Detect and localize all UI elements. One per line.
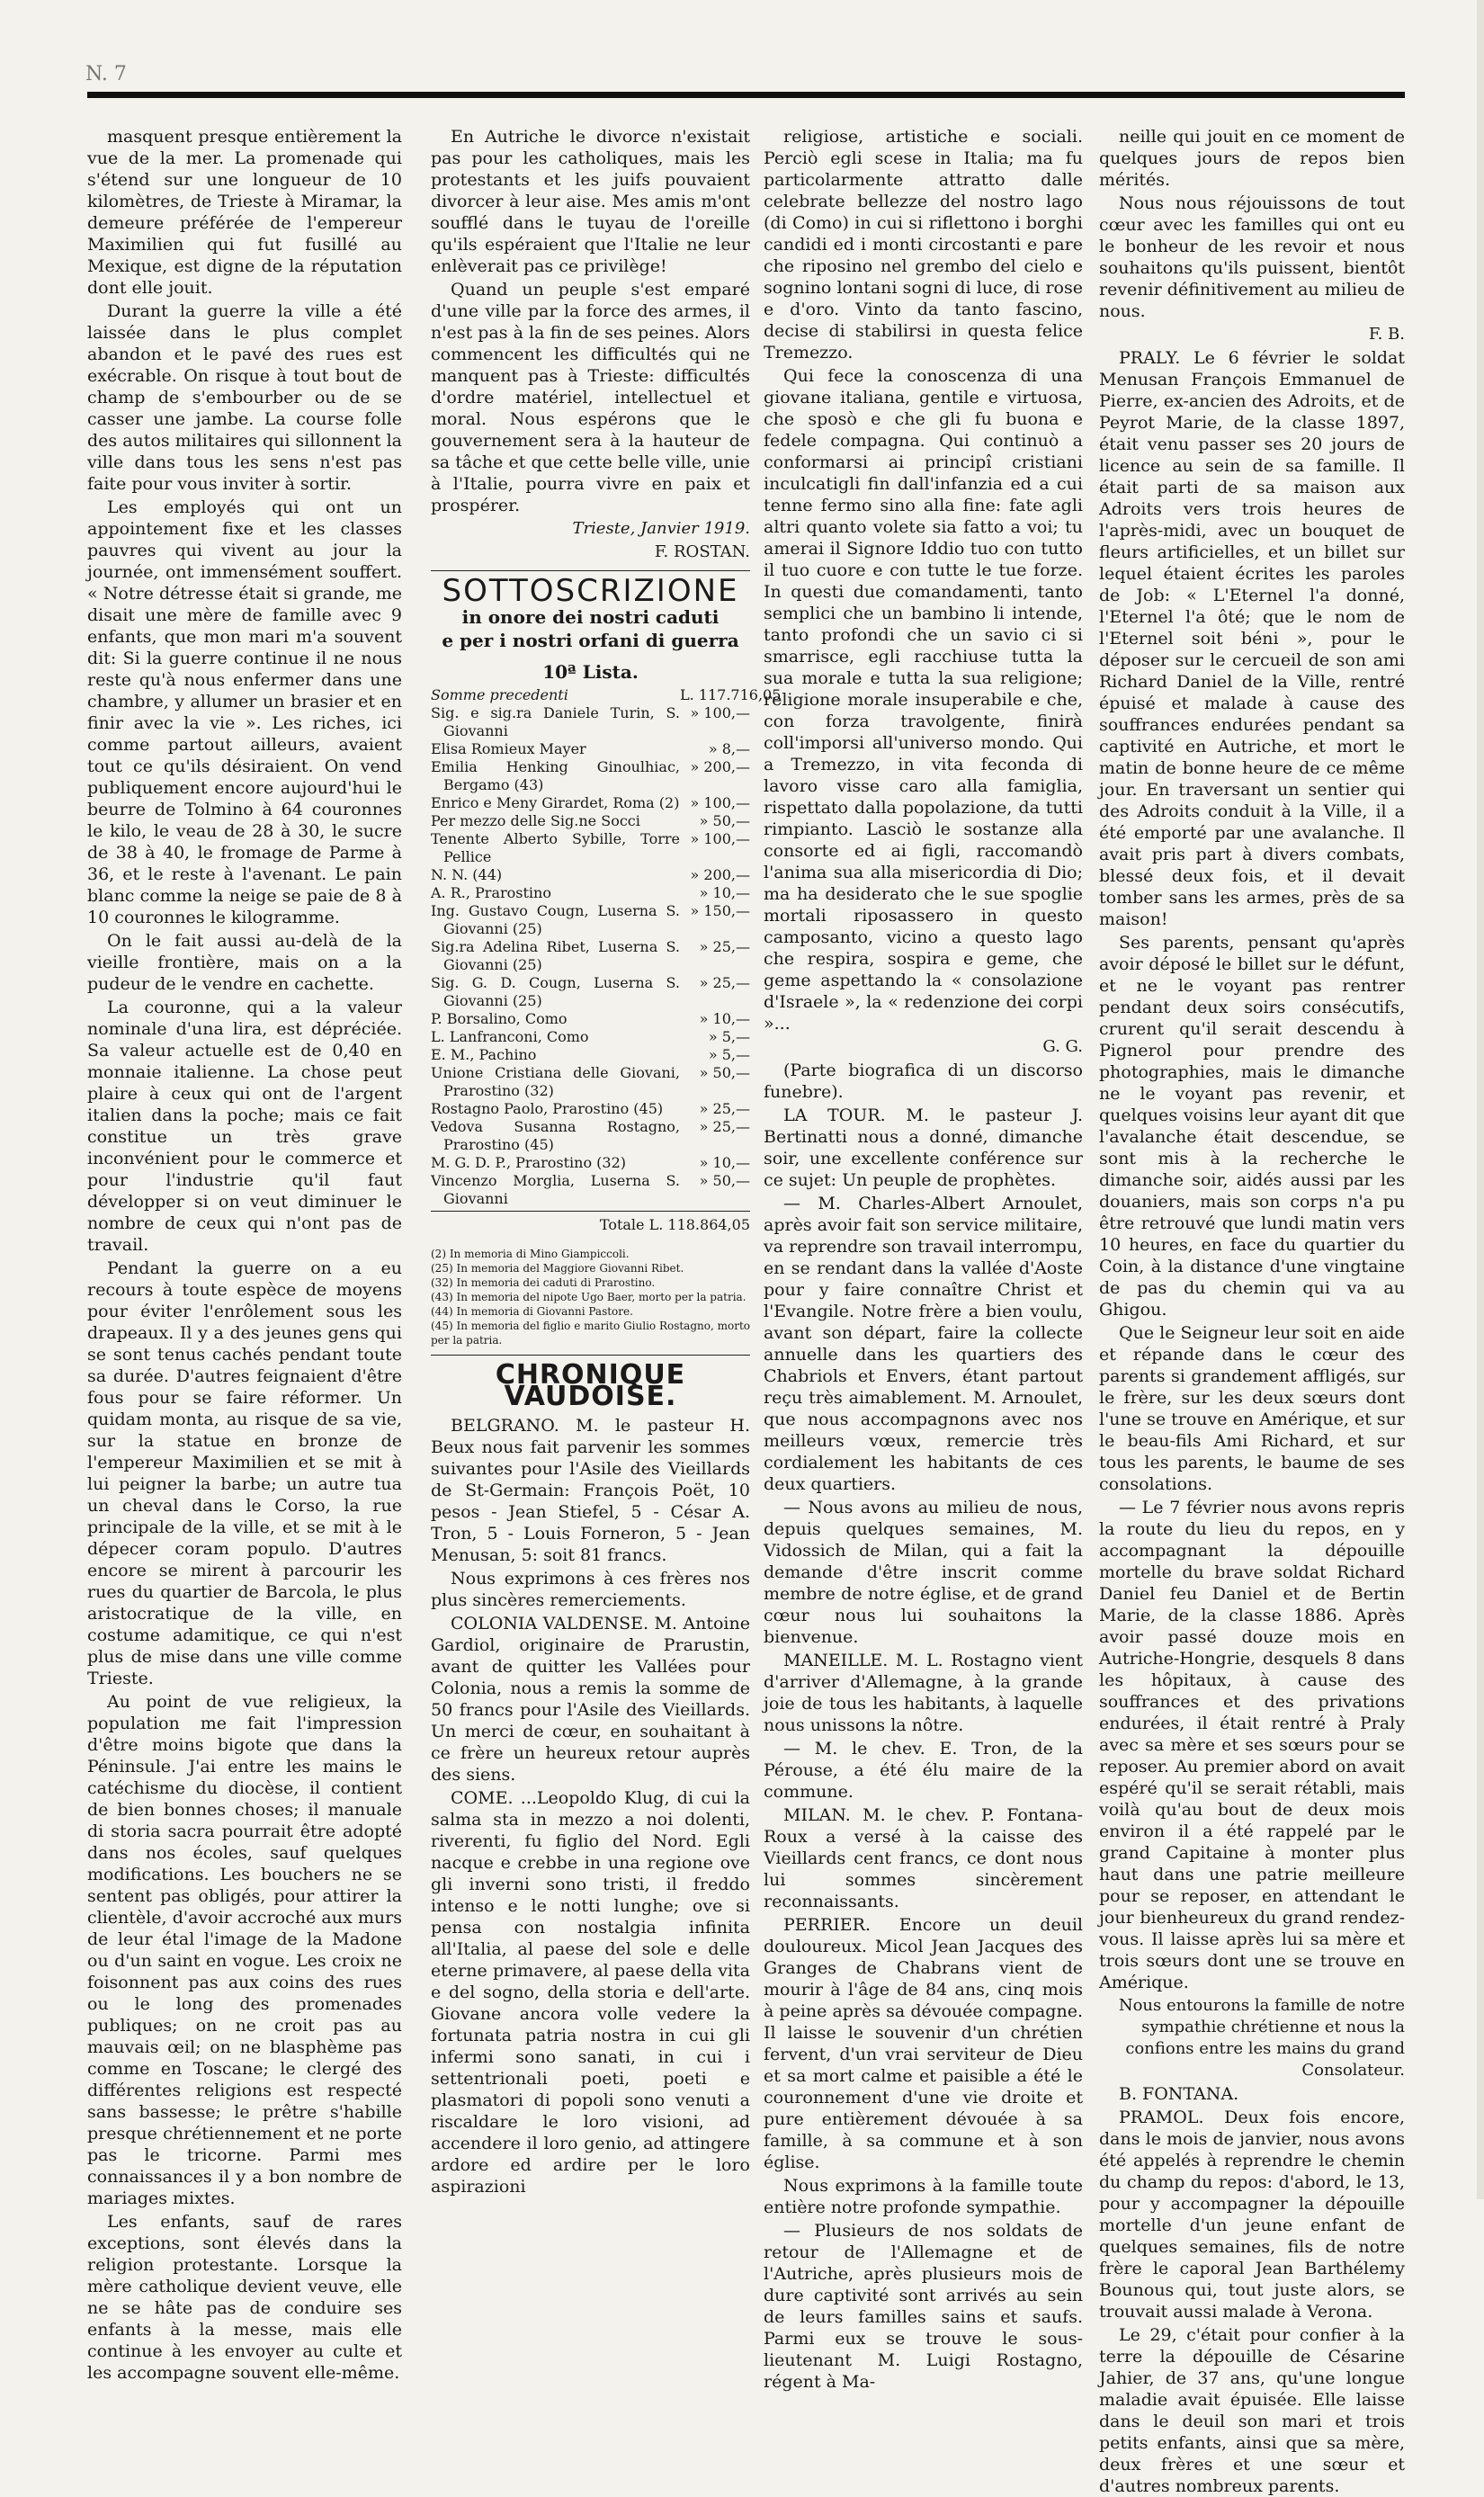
subscription-entry [431, 686, 782, 704]
subscription-subtitle-1: in onore dei nostri caduti [461, 606, 720, 628]
subscription-list-number: 10ª Lista. [542, 661, 639, 683]
donor-name: E. M., Pachino [431, 1046, 537, 1063]
donor-name: Emilia Henking Ginoulhiac, Bergamo (43) [431, 758, 680, 793]
paragraph: — M. le chev. E. Tron, de la Pérouse, a été élu maire de la commune. [764, 1739, 1083, 1802]
paragraph: Nous exprimons à ces frères nos plus sincères remerciements. [431, 1569, 750, 1610]
paragraph: COME. ...Leopoldo Klug, di cui la salma sta in mezzo a noi dolenti, riverenti, fu figlio del Nord. Egli nacque e crebbe in una regione ove gli inverni sono tristi, il freddo intenso e le notti lunghe; ove si pensa con nostalgia infinita all'Italia, al paese del sole e delle eterne primavere, al paese della vita e del sogno, della storia e dell'arte. Giovane ancora volle vedere la fortunata patria nostra in cui gli infermi sono sanati, in cui i settentrionali poeti, poeti e plasmatori di popoli sono venuti a riscaldare le loro visioni, ad accendere il loro genio, ad attingere ardore ed ardire per le loro aspirazioni [431, 1788, 750, 2197]
donor-name: Unione Cristiana delle Giovani, Prarostino (32) [431, 1064, 680, 1099]
donor-name: A. R., Prarostino [431, 884, 551, 901]
subscription-entry [431, 1028, 750, 1046]
paragraph: Que le Seigneur leur soit en aide et répande dans le cœur des parents si grandement affligés, sur le frère, sur les deux sœurs dont l'une se trouve en Amérique, et sur le beau-fils Ami Richard, et sur tous les parents, le baume de ses consolations. [1099, 1323, 1405, 1494]
donor-name: Enrico e Meny Girardet, Roma (2) [431, 794, 680, 811]
total-divider [431, 1211, 750, 1212]
newspaper-page [87, 126, 1405, 2496]
donation-amount: L. 117.716,05 [680, 686, 782, 703]
subscription-entry [431, 884, 750, 902]
article-trieste-end [431, 126, 750, 516]
footnote: (44) In memoria di Giovanni Pastore. [431, 1305, 633, 1318]
donation-amount: » 5,— [708, 1046, 750, 1063]
donor-name: Ing. Gustavo Cougn, Luserna S. Giovanni (25) [431, 902, 680, 937]
paragraph: La couronne, qui a la valeur nominale d'una lira, est dépréciée. Sa valeur actuelle est de 0,40 en monnaie italienne. La chose peut plaire à ceux qui ont de l'argent italien dans la poche; mais ce fait constitue un très grave inconvénient pour le commerce et pour l'industrie qu'il faut développer si on veut diminuer le nombre de ceux qui n'ont pas de travail. [87, 998, 402, 1255]
article-author: F. ROSTAN. [654, 542, 750, 561]
donation-amount: » 10,— [699, 884, 750, 901]
paragraph: MANEILLE. M. L. Rostagno vient d'arriver d'Allemagne, à la grande joie de tous les habitants, à laquelle nous unissons la nôtre. [764, 1651, 1083, 1735]
subscription-entries [431, 686, 782, 1208]
donor-name: Tenente Alberto Sybille, Torre Pellice [431, 830, 680, 865]
subscription-entry [431, 902, 750, 938]
paragraph: Ses parents, pensant qu'après avoir déposé le billet sur le défunt, et ne le voyant pas rentrer pendant deux soirs consécutifs, crurent qu'il serait descendu à Pignerol pour prendre des photographies, mais le dimanche ne le voyant pas revenir, et quelques voisins leur ayant dit que l'avalanche était descendue, se sont mis à la recherche le dimanche soir, aidés aussi par les douaniers, mais son corps n'a pu être retrouvé que lundi matin vers 10 heures, en face du quartier du Coin, à la distance d'une vingtaine de pas du chemin qui va au Ghigou. [1099, 933, 1405, 1320]
footnote: (25) In memoria del Maggiore Giovanni Ribet. [431, 1262, 684, 1275]
donor-name: Sig. e sig.ra Daniele Turin, S. Giovanni [431, 704, 680, 739]
paragraph: LA TOUR. M. le pasteur J. Bertinatti nous a donné, dimanche soir, une excellente conférence sur ce sujet: Un peuple de prophètes. [764, 1105, 1083, 1190]
subscription-entry [431, 794, 750, 812]
subscription-title: SOTTOSCRIZIONE [442, 573, 739, 609]
column-2 [431, 126, 782, 2197]
donation-amount: » 10,— [699, 1010, 750, 1027]
page-number-mark: N. 7 [85, 63, 127, 85]
column-1 [87, 126, 402, 2383]
paragraph: Qui fece la conoscenza di una giovane italiana, gentile e virtuosa, che sposò e che gli fu buona e fedele compagna. Qui continuò a conformarsi ai principî cristiani inculcatigli fin dall'infanzia ed a cui tenne fermo sino alla fine: fate agli altri quanto volete sia fatto a voi; tu amerai il Signore Iddio tuo con tutto il tuo cuore e con tutte le tue forze. In questi due comandamenti, tanto semplici che un bambino li intende, tanto profondi che un savio ci si smarrisce, egli racchiuse tutta la sua morale e tutta la sua religione; religione morale insuperabile e che, con forza travolgente, finirà coll'imporsi all'universo mondo. Qui a Tremezzo, in vita feconda di lavoro visse caro alla famiglia, rispettato dalla popolazione, da tutti rimpianto. Lasciò le sostanze alla consorte ed ai figli, raccomandò l'anima sua alla misericordia di Dio; ma ha desiderato che le sue spoglie mortali riposassero in questo camposanto, vicino a questo lago che respira, sospira e geme, che geme aspettando la « consolazione d'Israele », la « redenzione dei corpi »... [764, 366, 1083, 1034]
subscription-entry [431, 1172, 750, 1208]
paragraph: (Parte biografica di un discorso funebre). [764, 1061, 1083, 1102]
paragraph: Les enfants, sauf de rares exceptions, sont élevés dans la religion protestante. Lorsque la mère catholique devient veuve, elle ne se hâte pas de conduire ses enfants à la messe, mais elle continue à les envoyer au culte et les accompagne souvent elle-même. [87, 2212, 402, 2383]
paragraph: Nous nous réjouissons de tout cœur avec les familles qui ont eu le bonheur de les revoir et nous souhaitons qu'ils puissent, bientôt revenir définitivement au milieu de nous. [1099, 193, 1405, 321]
paragraph: Nous entourons la famille de notre sympathie chrétienne et nous la confions entre les mains du grand Consolateur. [1118, 1996, 1405, 2080]
donation-amount: » 5,— [708, 1028, 750, 1045]
paragraph: — Le 7 février nous avons repris la route du lieu du repos, en y accompagnant la dépouille mortelle du brave soldat Richard Daniel feu Daniel et de Bertin Marie, de la classe 1886. Après avoir passé douze mois en Autriche-Hongrie, desquels 8 dans les hôpitaux, à cause des souffrances et des privations endurées, il était rentré à Praly avec sa mère et ses sœurs pour se reposer. Au premier abord on avait espéré qu'il se serait rétabli, mais voilà qu'au bout de deux mois environ il a été rappelé par le grand Capitaine à monter plus haut dans une patrie meilleure pour se reposer, en attendant le jour bienheureux du grand rendez-vous. Il laisse après lui sa mère et trois sœurs dont une se trouve en Amérique. [1099, 1498, 1405, 1992]
donor-name: L. Lanfranconi, Como [431, 1028, 589, 1045]
paragraph: COLONIA VALDENSE. M. Antoine Gardiol, originaire de Prarustin, avant de quitter les Vallées pour Colonia, nous a remis la somme de 50 francs pour l'Asile des Vieillards. Un merci de cœur, en souhaitant à ce frère un heureux retour auprès des siens. [431, 1614, 750, 1785]
paragraph: PERRIER. Encore un deuil douloureux. Micol Jean Jacques des Granges de Chabrans vient de mourir à l'âge de 84 ans, cinq mois à peine après sa dévouée compagne. Il laisse le souvenir d'un chrétien fervent, d'un vrai serviteur de Dieu et sa mort calme et paisible a été le couronnement d'une vie droite et pure entièrement dévouée à sa famille, à sa commune et à son église. [764, 1915, 1083, 2172]
donation-amount: » 8,— [708, 740, 750, 757]
subscription-entry [431, 740, 750, 758]
chronique-start [431, 1415, 750, 2197]
subscription-entry [431, 758, 750, 794]
donation-amount: » 50,— [699, 1172, 750, 1189]
footnote: (45) In memoria del figlio e marito Giulio Rostagno, morto per la patria. [431, 1320, 750, 1347]
donor-name: M. G. D. P., Prarostino (32) [431, 1154, 627, 1171]
donor-name: Vedova Susanna Rostagno, Prarostino (45) [431, 1118, 680, 1153]
donation-amount: » 100,— [690, 794, 750, 811]
paragraph: BELGRANO. M. le pasteur H. Beux nous fait parvenir les sommes suivantes pour l'Asile des Vieillards de St-Germain: François Poët, 10 pesos - Jean Stiefel, 5 - César A. Tron, 5 - Louis Forneron, 5 - Jean Menusan, 5: soit 81 francs. [431, 1416, 750, 1565]
donation-amount: » 200,— [690, 758, 750, 775]
donation-amount: » 100,— [690, 830, 750, 847]
donation-amount: » 100,— [690, 704, 750, 721]
donor-name: P. Borsalino, Como [431, 1010, 568, 1027]
subscription-entry [431, 1100, 750, 1118]
article-date: Trieste, Janvier 1919. [572, 519, 750, 538]
donor-name: Somme precedenti [431, 686, 568, 703]
donation-amount: » 25,— [699, 1118, 750, 1135]
paragraph: PRAMOL. Deux fois encore, dans le mois de janvier, nous avons été appelés à reprendre le chemin du champ du repos: d'abord, le 13, pour y accompagner la dépouille mortelle d'un jeune enfant de quelques semaines, fils de notre frère le caporal Jean Barthélemy Bounous qui, tout juste alors, se trouvait aussi malade à Verona. [1099, 2108, 1405, 2322]
paragraph: G. G. [1042, 1037, 1083, 1056]
subscription-entry [431, 1064, 750, 1100]
paragraph: religiose, artistiche e sociali. Perciò egli scese in Italia; ma fu particolarmente attratto dalle celebrate bellezze del nostro lago (di Como) in cui si riflettono i borghi candidi ed i monti circostanti e pare che riposino nel grembo del cielo e sognino lontani sogni di luce, di rose e d'oro. Vinto da tanto fascino, decise di stabilirsi in questa felice Tremezzo. [764, 127, 1083, 362]
donor-name: Vincenzo Morglia, Luserna S. Giovanni [431, 1172, 680, 1207]
paragraph: — M. Charles-Albert Arnoulet, après avoir fait son service militaire, va reprendre son travail interrompu, en se rendant dans la vallée d'Aoste pour y faire connaître Christ et l'Evangile. Notre frère a bien voulu, avant son départ, faire la collecte annuelle dans les quartiers des Chabriols et Envers, étant partout reçu très aimablement. M. Arnoulet, que nous accompagnons avec nos meilleurs vœux, remercie très cordialement les habitants de ces deux quartiers. [764, 1194, 1083, 1494]
donation-amount: » 200,— [690, 866, 750, 883]
donation-amount: » 50,— [699, 812, 750, 829]
chronique-title: CHRONIQUE VAUDOISE. [495, 1359, 686, 1412]
subscription-entry [431, 1046, 750, 1064]
subscription-entry [431, 812, 750, 830]
subscription-entry [431, 938, 750, 974]
subscription-entry [431, 704, 750, 740]
subscription-entry [431, 1010, 750, 1028]
donation-amount: » 10,— [699, 1154, 750, 1171]
paragraph: Durant la guerre la ville a été laissée dans le plus complet abandon et le pavé des rues est exécrable. On risque à tout bout de champ de s'embourber ou de se casser une jambe. La course folle des autos militaires qui sillonnent la ville dans tous les sens n'est pas faite pour vous inviter à sortir. [87, 301, 402, 494]
footnote: (2) In memoria di Mino Giampiccoli. [431, 1248, 630, 1260]
footnote: (32) In memoria dei caduti di Prarostino. [431, 1276, 656, 1289]
paragraph: Quand un peuple s'est emparé d'une ville par la force des armes, il n'est pas à la fin de ses peines. Alors commencent les difficultés qui ne manquent pas à Trieste: difficultés d'ordre matériel, intellectuel et moral. Nous espérons que le gouvernement sera à la hauteur de sa tâche et que cette belle ville, unie à l'Italie, pourra vivre en paix et prospérer. [431, 280, 750, 515]
paragraph: On le fait aussi au-delà de la vieille frontière, mais on a la pudeur de le vendre en cachette. [87, 931, 402, 994]
paragraph: Le 29, c'était pour confier à la terre la dépouille de Césarine Jahier, de 37 ans, qu'une longue maladie avait épuisée. Elle laisse dans le deuil son mari et trois petits enfants, ainsi que sa mère, deux frères et une sœur et d'autres nombreux parents. [1099, 2325, 1405, 2496]
header-rule [87, 92, 1405, 98]
subscription-entry [431, 1118, 750, 1154]
footnote: (43) In memoria del nipote Ugo Baer, morto per la patria. [431, 1291, 746, 1303]
section-divider-2 [431, 1355, 750, 1356]
donation-amount: » 50,— [699, 1064, 750, 1081]
subscription-notes [431, 1247, 750, 1347]
subscription-entry [431, 1154, 750, 1172]
paragraph: Au point de vue religieux, la population me fait l'impression d'être moins bigote que dans la Péninsule. J'ai entre les mains le catéchisme du diocèse, il contient de bien bonnes choses; il manuale di storia sacra pourrait être adopté dans nos écoles, sauf quelques modifications. Les bouchers ne se sentent pas obligés, pour attirer la clientèle, d'avoir accroché aux murs de leur étal l'image de la Madone ou d'un saint en vogue. Les croix ne foisonnent pas aux coins des rues ou le long des promenades publiques; on ne croit pas au mauvais œil; on ne blasphème pas comme en Toscane; le clergé des différentes religions est respecté sans bassesse; le prêtre s'habille presque chrétiennement et ne porte pas le tricorne. Parmi mes connaissances il y a bon nombre de mariages mixtes. [87, 1692, 402, 2208]
subscription-total: Totale L. 118.864,05 [599, 1216, 750, 1233]
paragraph: Pendant la guerre on a eu recours à toute espèce de moyens pour éviter l'enrôlement sous les drapeaux. Il y a des jeunes gens qui se sont tenus cachés pendant toute sa durée. D'autres feignaient d'être fous pour se faire réformer. Un quidam monta, au risque de sa vie, sur la statue en bronze de l'empereur Maximilien et se mit à lui peigner la barbe; un autre tua un cheval dans le Corso, la rue principale de la ville, et se mit à le dépecer coram populo. D'autres encore se mirent à parcourir les rues du quartier de Barcola, le plus aristocratique de la ville, en costume adamitique, ce qui n'est plus de mise dans une ville comme Trieste. [87, 1258, 402, 1688]
column-3 [764, 126, 1083, 2392]
subscription-entry [431, 974, 750, 1010]
donation-amount: » 25,— [699, 938, 750, 955]
donation-amount: » 150,— [690, 902, 750, 919]
donor-name: Per mezzo delle Sig.ne Socci [431, 812, 640, 829]
column-4 [1099, 126, 1405, 2496]
paragraph: B. FONTANA. [1119, 2084, 1239, 2104]
section-divider [431, 570, 750, 571]
paragraph: Les employés qui ont un appointement fixe et les classes pauvres qui vivent au jour la journée, ont immensément souffert. « Notre détresse était si grande, me disait une mère de famille avec 9 enfants, que mon mari m'a souvent dit: Si la guerre continue il ne nous reste qu'à nous enfermer dans une chambre, y allumer un brasier et en finir avec la vie ». Les riches, ici comme partout ailleurs, avaient tout ce qu'ils désiraient. On vend publiquement encore aujourd'hui le beurre de Tolmino à 64 couronnes le kilo, le veau de 28 à 30, le sucre de 38 à 40, le fromage de Parme à 36, et le reste à l'avenant. Le pain blanc comme la neige se paie de 8 à 10 couronnes le kilogramme. [87, 497, 402, 927]
paragraph: F. B. [1368, 325, 1405, 344]
donor-name: Sig.ra Adelina Ribet, Luserna S. Giovanni (25) [431, 938, 680, 973]
paragraph: En Autriche le divorce n'existait pas pour les catholiques, mais les protestants et les juifs pouvaient divorcer à leur aise. Mes amis m'ont soufflé dans le tuyau de l'oreille qu'ils espéraient que l'Italie ne leur enlèverait pas ce privilège! [431, 127, 750, 276]
donor-name: N. N. (44) [431, 866, 503, 883]
paragraph: — Plusieurs de nos soldats de retour de l'Allemagne et de l'Autriche, après plusieurs mois de dure captivité sont arrivés au sein de leurs familles sains et saufs. Parmi eux se trouve le sous-lieutenant M. Luigi Rostagno, régent à Ma- [764, 2221, 1083, 2392]
donation-amount: » 25,— [699, 1100, 750, 1117]
donor-name: Elisa Romieux Mayer [431, 740, 586, 757]
paragraph: PRALY. Le 6 février le soldat Menusan François Emmanuel de Pierre, ex-ancien des Adroits, et de Peyrot Marie, de la classe 1897, était venu passer ses 20 jours de licence au sein de sa famille. Il était parti de sa maison aux Adroits vers trois heures de l'après-midi, avec un bouquet de fleurs artificielles, et un billet sur lequel étaient écrites les paroles de Job: « L'Eternel l'a donné, l'Eternel l'a ôté; que le nom de l'Eternel soit béni », pour le déposer sur le cercueil de son ami Richard Daniel de la Ville, rentré épuisé et malade à cause des souffrances endurées pendant sa captivité en Autriche, et mort le matin de bonne heure de ce même jour. En traversant un sentier qui des Adroits conduit à la Ville, il a été emporté par une avalanche. Il avait pris part à divers combats, blessé deux fois, et il devait tomber sans les armes, près de sa maison! [1099, 348, 1405, 929]
paragraph: Nous exprimons à la famille toute entière notre profonde sympathie. [764, 2176, 1083, 2217]
paragraph: neille qui jouit en ce moment de quelques jours de repos bien mérités. [1099, 127, 1405, 190]
donation-amount: » 25,— [699, 974, 750, 991]
donor-name: Sig. G. D. Cougn, Luserna S. Giovanni (25) [431, 974, 680, 1009]
subscription-entry [431, 866, 750, 884]
subscription-entry [431, 830, 750, 866]
paragraph: MILAN. M. le chev. P. Fontana-Roux a versé à la caisse des Vieillards cent francs, ce dont nous lui sommes sincèrement reconnaissants. [764, 1805, 1083, 1911]
paragraph: — Nous avons au milieu de nous, depuis quelques semaines, M. Vidossich de Milan, qui a fait la demande d'être inscrit comme membre de notre église, et de grand cœur nous lui souhaitons la bienvenue. [764, 1498, 1083, 1647]
page-edge [1477, 0, 1484, 2199]
paragraph: masquent presque entièrement la vue de la mer. La promenade qui s'étend sur une longueur de 10 kilomètres, de Trieste à Miramar, la demeure préférée de l'empereur Maximilien qui fut fusillé au Mexique, est digne de la réputation dont elle jouit. [87, 127, 402, 298]
subscription-subtitle-2: e per i nostri orfani di guerra [442, 630, 739, 651]
donor-name: Rostagno Paolo, Prarostino (45) [431, 1100, 664, 1117]
